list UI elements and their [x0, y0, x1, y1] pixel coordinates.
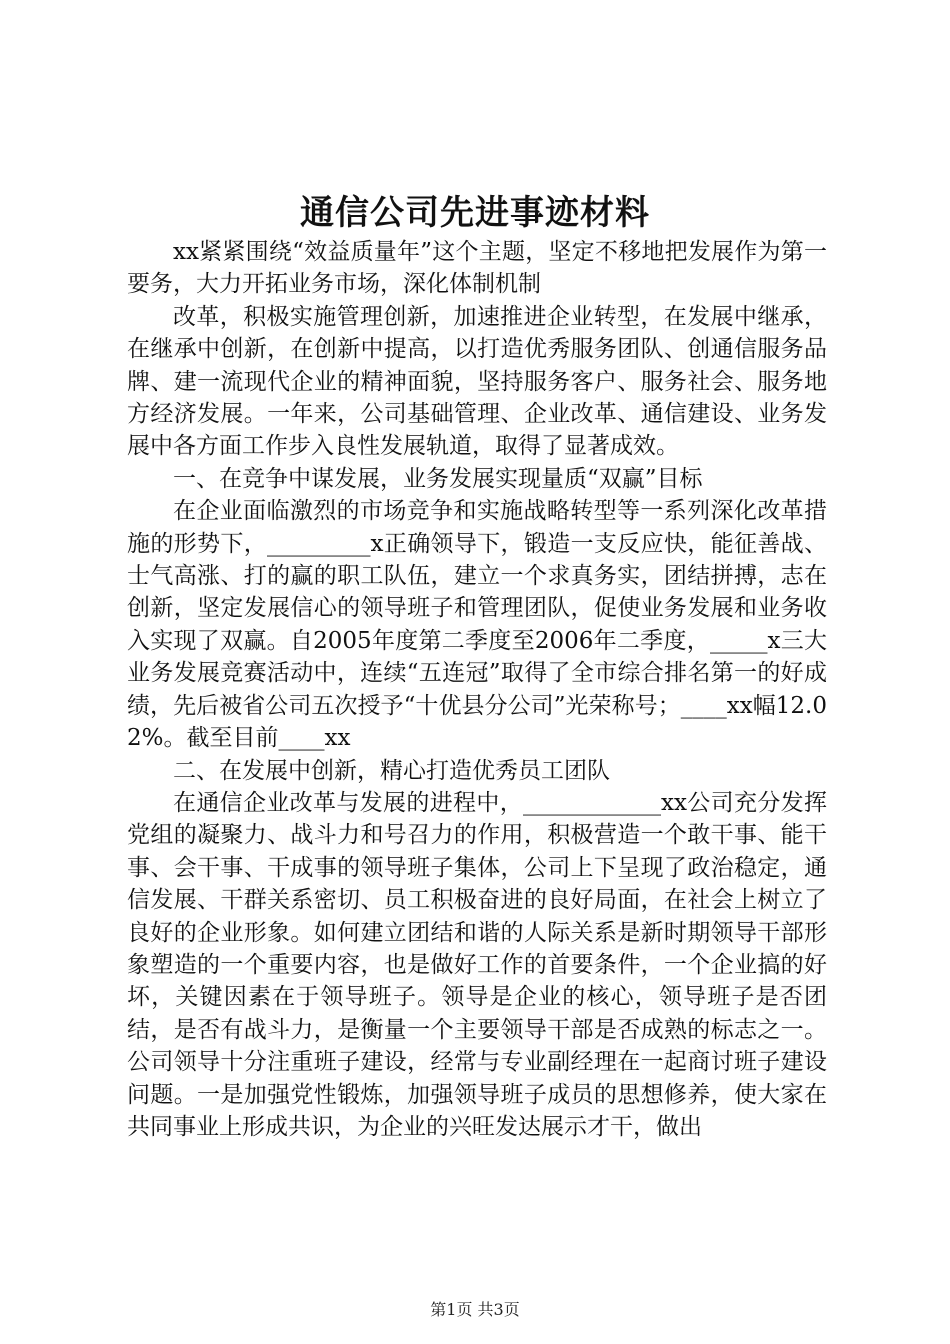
- section-heading-1: 一、在竞争中谋发展，业务发展实现量质“双赢”目标: [173, 465, 703, 492]
- document-title: 通信公司先进事迹材料: [300, 193, 650, 233]
- paragraph-reform: 改革，积极实施管理创新，加速推进企业转型，在发展中继承，在继承中创新，在创新中提高，以打造优秀服务团队、创通信服务品牌、建一流现代企业的精神面貌，坚持服务客户、服务社会、服务地方经济发展。一年来，公司基础管理、企业改革、通信建设、业务发展中各方面工作步入良性发展轨道，取得了显著成效。: [127, 303, 827, 460]
- document-body: [127, 236, 827, 1143]
- paragraph-intro: xx紧紧围绕“效益质量年”这个主题，坚定不移地把发展作为第一要务，大力开拓业务市场，深化体制机制: [127, 239, 827, 298]
- paragraph-team: 在通信企业改革与发展的进程中，____________xx公司充分发挥党组的凝聚力、战斗力和号召力的作用，积极营造一个敢干事、能干事、会干事、干成事的领导班子集体，公司上下呈现了政治稳定，通信发展、干群关系密切、员工积极奋进的良好局面，在社会上树立了良好的企业形象。如何建立团结和谐的人际关系是新时期领导干部形象塑造的一个重要内容，也是做好工作的首要条件，一个企业搞的好坏，关键因素在于领导班子。领导是企业的核心，领导班子是否团结，是否有战斗力，是衡量一个主要领导干部是否成熟的标志之一。公司领导十分注重班子建设，经常与专业副经理在一起商讨班子建设问题。一是加强党性锻炼，加强领导班子成员的思想修养，使大家在共同事业上形成共识，为企业的兴旺发达展示才干，做出: [127, 789, 827, 1140]
- page-footer: 第1页 共3页: [430, 1300, 520, 1319]
- section-heading-2: 二、在发展中创新，精心打造优秀员工团队: [173, 757, 610, 784]
- paragraph-competition: 在企业面临激烈的市场竞争和实施战略转型等一系列深化改革措施的形势下，_________x正确领导下，锻造一支反应快，能征善战、士气高涨、打的赢的职工队伍，建立一个求真务实，团结拼搏，志在创新，坚定发展信心的领导班子和管理团队，促使业务发展和业务收入实现了双赢。自2005年度第二季度至2006年二季度，_____x三大业务发展竞赛活动中，连续“五连冠”取得了全市综合排名第一的好成绩，先后被省公司五次授予“十优县分公司”光荣称号；____xx幅12.02%。截至目前____xx: [127, 498, 827, 752]
